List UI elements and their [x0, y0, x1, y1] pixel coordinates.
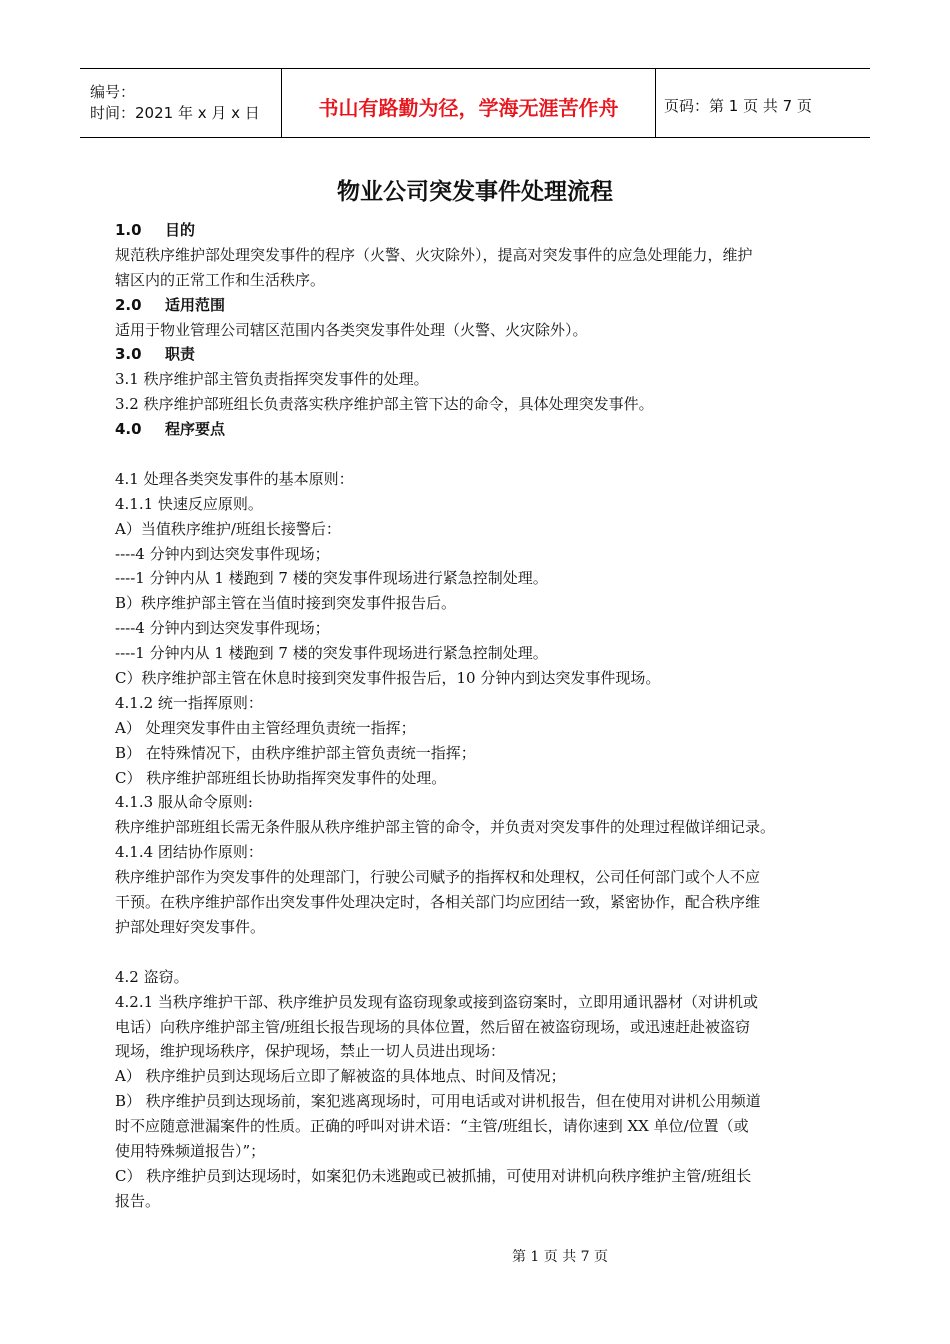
- section-heading-scope: [115, 293, 855, 318]
- paragraph-line: ----4 分钟内到达突发事件现场；: [115, 544, 330, 563]
- paragraph-line: 4.1.2 统一指挥原则：: [115, 693, 263, 712]
- header-motto-cell: [282, 69, 656, 137]
- header-motto: 书山有路勤为径，学海无涯苦作舟: [318, 95, 619, 120]
- paragraph-line: 4.2 盗窃。: [115, 967, 189, 986]
- document-header: [80, 68, 870, 138]
- blank-line: [115, 442, 855, 467]
- paragraph-line: 时不应随意泄漏案件的性质。正确的呼叫对讲术语：“主管/班组长，请你速到 XX 单位/位置（或: [115, 1117, 749, 1136]
- paragraph-line: 电话）向秩序维护部主管/班组长报告现场的具体位置，然后留在被盗窃现场，或迅速赶赴被盗窃: [115, 1017, 751, 1036]
- header-page-info: 页码：第 1 页 共 7 页: [664, 96, 812, 115]
- page-footer: 第 1 页 共 7 页: [511, 1249, 609, 1265]
- section-number: 2.0: [115, 295, 142, 314]
- paragraph-line: 3.1 秩序维护部主管负责指挥突发事件的处理。: [115, 370, 429, 389]
- paragraph-line: B）秩序维护部主管在当值时接到突发事件报告后。: [115, 594, 457, 613]
- paragraph-line: ----1 分钟内从 1 楼跑到 7 楼的突发事件现场进行紧急控制处理。: [115, 569, 548, 588]
- section-number: 3.0: [115, 345, 142, 364]
- paragraph-line: A） 处理突发事件由主管经理负责统一指挥；: [115, 718, 416, 737]
- paragraph-line: A） 秩序维护员到达现场后立即了解被盗的具体地点、时间及情况；: [115, 1067, 566, 1086]
- section-number: 1.0: [115, 221, 142, 239]
- section-title: 适用范围: [165, 295, 226, 314]
- paragraph-line: A）当值秩序维护/班组长接警后：: [115, 519, 341, 538]
- paragraph-line: 秩序维护部作为突发事件的处理部门，行驶公司赋予的指挥权和处理权，公司任何部门或个人不应: [115, 868, 761, 887]
- section-heading-duties: [115, 342, 855, 367]
- paragraph-line: 报告。: [115, 1191, 161, 1210]
- paragraph-line: 秩序维护部班组长需无条件服从秩序维护部主管的命令，并负责对突发事件的处理过程做详细记录。: [115, 818, 776, 837]
- paragraph-line: B） 在特殊情况下，由秩序维护部主管负责统一指挥；: [115, 743, 476, 762]
- paragraph-line: ----1 分钟内从 1 楼跑到 7 楼的突发事件现场进行紧急控制处理。: [115, 644, 548, 663]
- section-heading-procedure: [115, 417, 855, 442]
- section-number: 4.0: [115, 420, 142, 439]
- document-time-label: 时间：2021 年 x 月 x 日: [90, 104, 260, 122]
- paragraph-line: 护部处理好突发事件。: [115, 917, 266, 936]
- paragraph-line: [115, 940, 855, 965]
- paragraph-line: 4.1.4 团结协作原则：: [115, 843, 263, 862]
- paragraph-line: 适用于物业管理公司辖区范围内各类突发事件处理（火警、火灾除外）。: [115, 320, 588, 339]
- paragraph-line: C） 秩序维护部班组长协助指挥突发事件的处理。: [115, 768, 447, 787]
- section-title: 职责: [165, 345, 196, 364]
- header-page-cell: [656, 69, 870, 137]
- paragraph-line: 使用特殊频道报告）”；: [115, 1141, 266, 1160]
- paragraph-line: 现场，维护现场秩序，保护现场，禁止一切人员进出现场：: [115, 1042, 506, 1061]
- paragraph-line: B） 秩序维护员到达现场前，案犯逃离现场时，可用电话或对讲机报告，但在使用对讲机公用频道: [115, 1092, 761, 1111]
- paragraph-line: 干预。在秩序维护部作出突发事件处理决定时，各相关部门均应团结一致，紧密协作，配合秩序维: [115, 893, 761, 912]
- paragraph-line: 规范秩序维护部处理突发事件的程序（火警、火灾除外），提高对突发事件的应急处理能力，维护: [115, 245, 753, 264]
- paragraph-line: C）秩序维护部主管在休息时接到突发事件报告后，10 分钟内到达突发事件现场。: [115, 669, 661, 688]
- section-title: 程序要点: [165, 420, 226, 439]
- header-meta: [80, 69, 282, 137]
- paragraph-line: 4.2.1 当秩序维护干部、秩序维护员发现有盗窃现象或接到盗窃案时，立即用通讯器材（对讲机或: [115, 992, 758, 1011]
- procedure-content: [115, 467, 855, 1214]
- paragraph-line: 4.1 处理各类突发事件的基本原则：: [115, 469, 354, 488]
- paragraph-line: 辖区内的正常工作和生活秩序。: [115, 270, 326, 289]
- section-title: 目的: [165, 221, 196, 239]
- section-heading-purpose: [115, 218, 855, 243]
- document-title: 物业公司突发事件处理流程: [337, 179, 613, 205]
- paragraph-line: C） 秩序维护员到达现场时，如案犯仍未逃跑或已被抓捕，可使用对讲机向秩序维护主管/班组长: [115, 1166, 752, 1185]
- paragraph-line: 4.1.3 服从命令原则:: [115, 793, 253, 812]
- paragraph-line: 3.2 秩序维护部班组长负责落实秩序维护部主管下达的命令，具体处理突发事件。: [115, 395, 654, 414]
- document-number-label: 编号：: [90, 83, 136, 101]
- paragraph-line: ----4 分钟内到达突发事件现场；: [115, 619, 330, 638]
- document-body: [115, 218, 855, 1214]
- paragraph-line: 4.1.1 快速反应原则。: [115, 494, 263, 513]
